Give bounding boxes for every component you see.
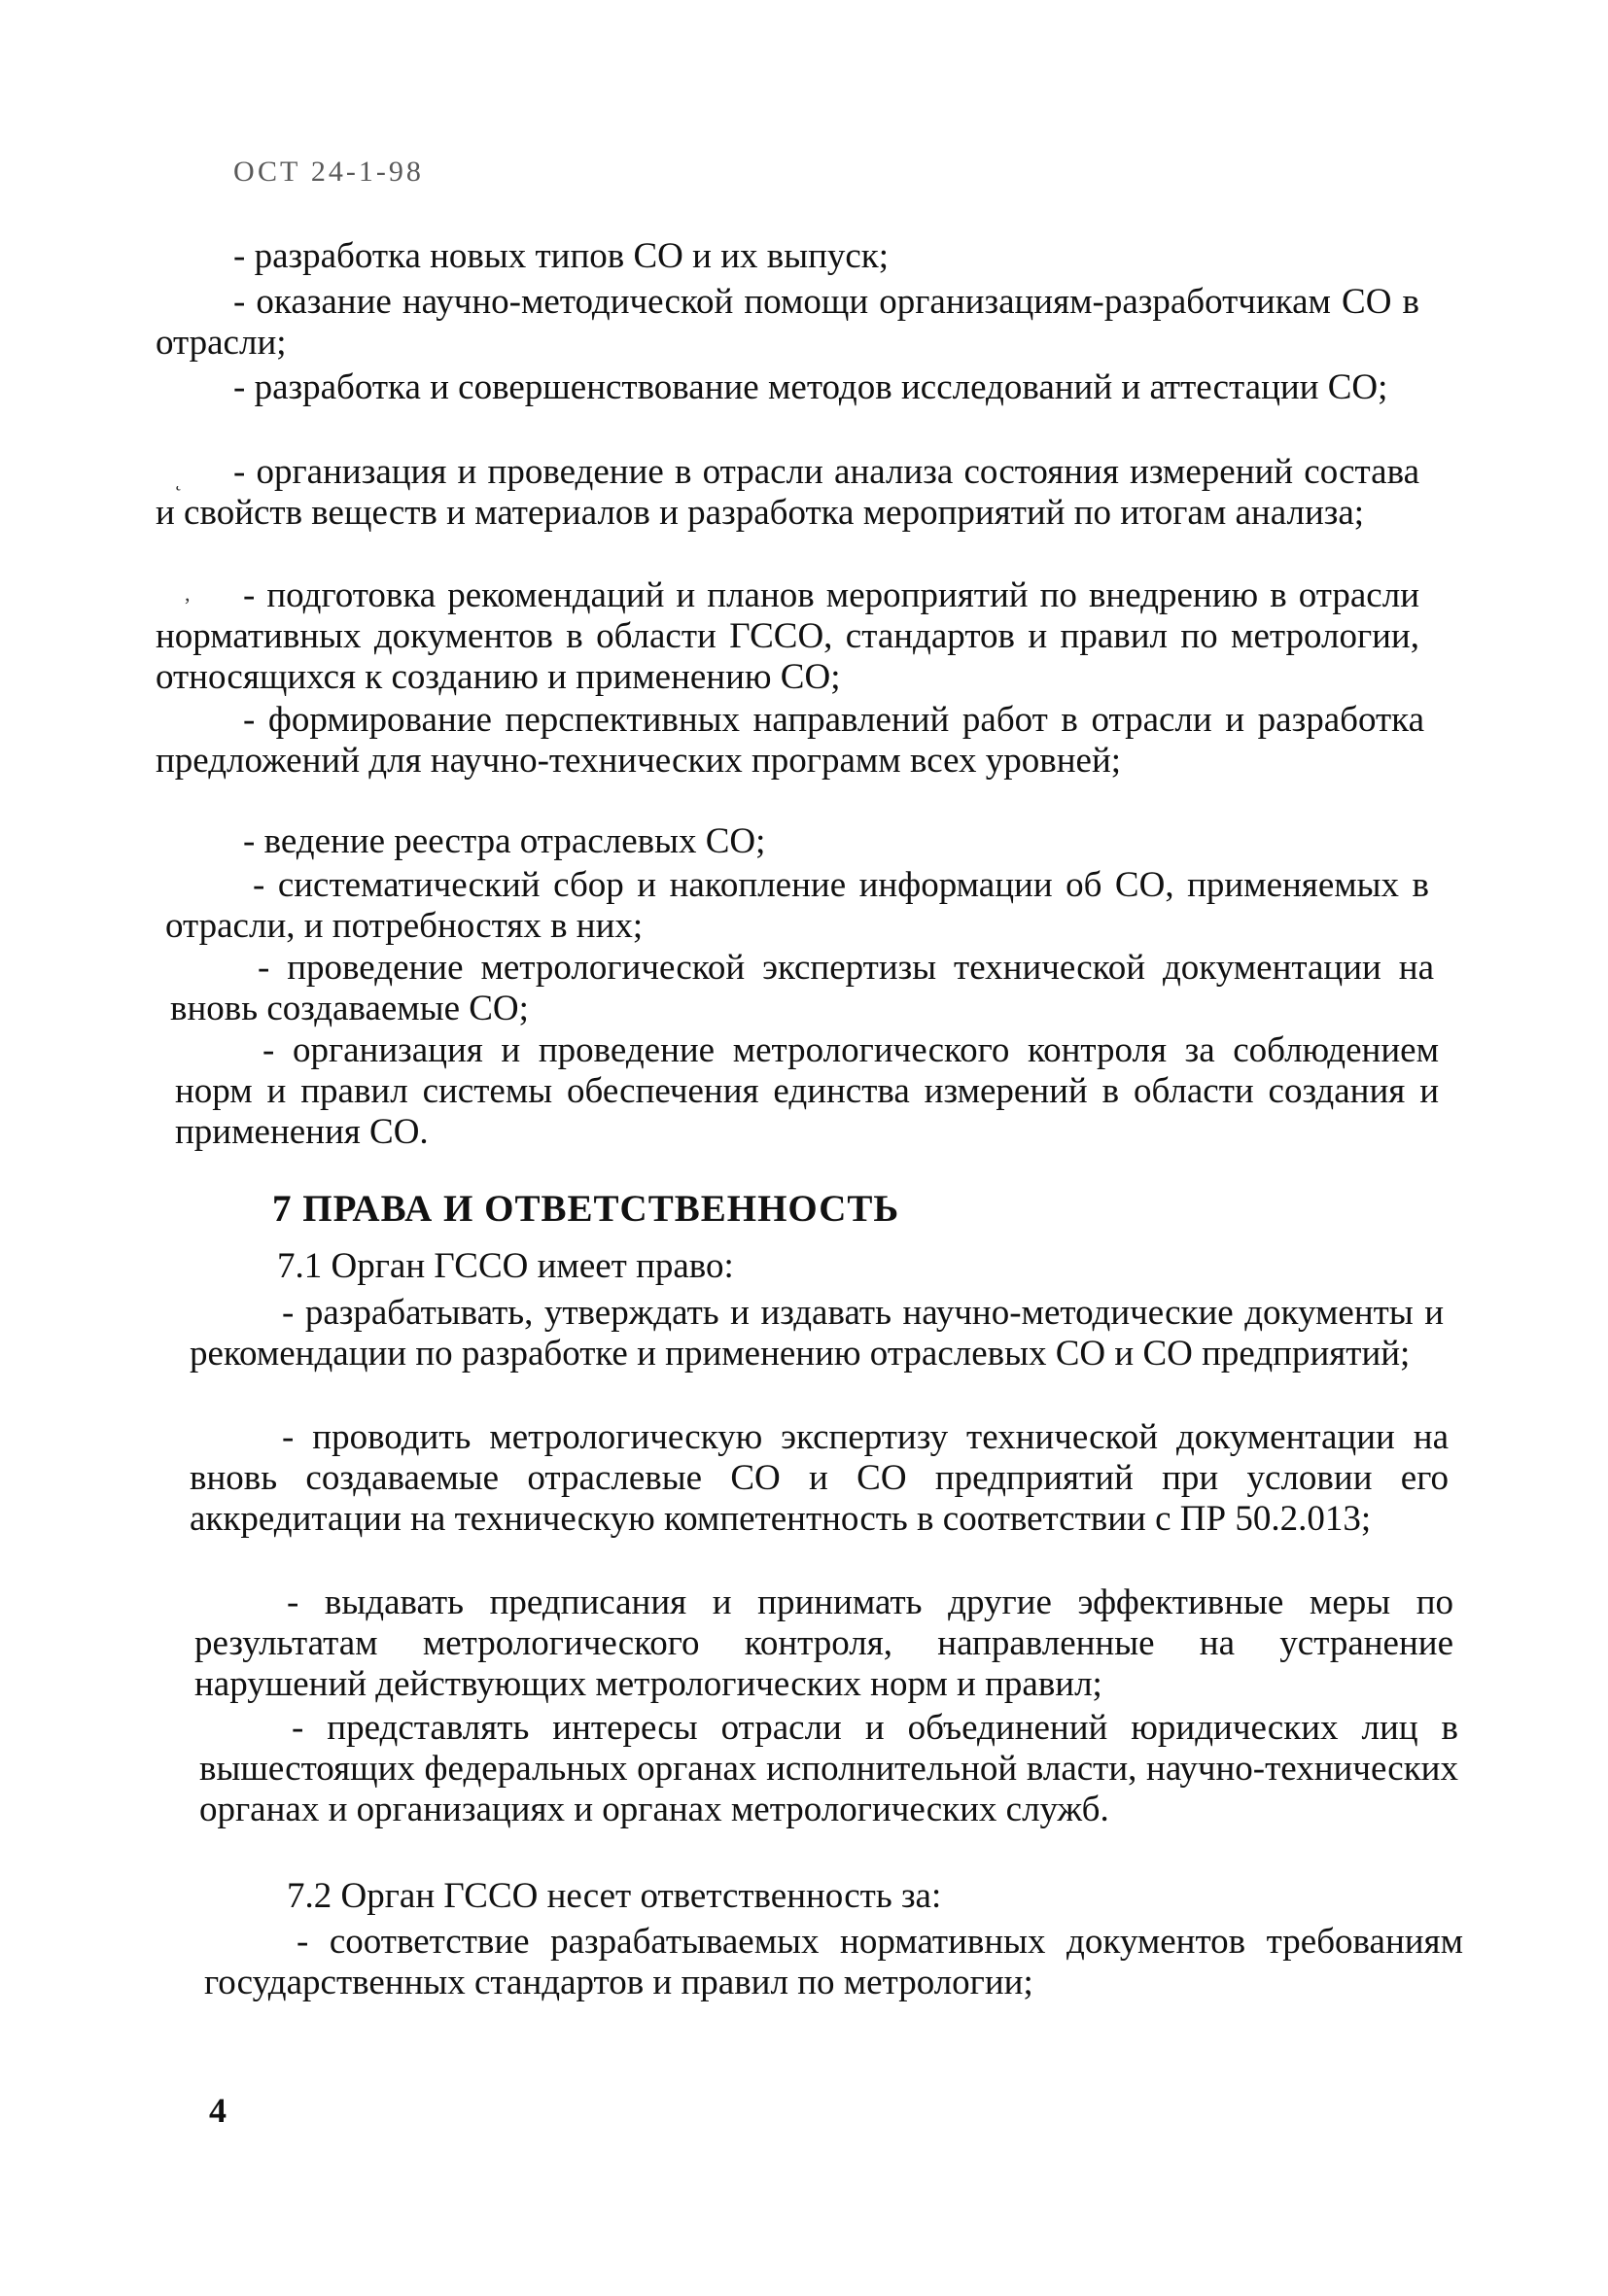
right-expertise: - проводить метрологическую экспертизу технической документации на вновь создаваемые отраслевые СО и СО предприятий при условии его аккредитации на техническую компетентность в соответствии с ПР 50.2.013; bbox=[190, 1417, 1449, 1539]
paragraph-perspective-directions: - формирование перспективных направлений работ в отрасли и разработка предложений для научно-технических программ всех уровней; bbox=[156, 700, 1424, 781]
paragraph-registry: - ведение реестра отраслевых СО; bbox=[243, 821, 766, 861]
paragraph-analysis: - организация и проведение в отрасли анализа состояния измерений состава и свойств веществ и материалов и разработка мероприятий по итогам анализа; bbox=[156, 452, 1419, 533]
clause-7-2: 7.2 Орган ГССО несет ответственность за: bbox=[287, 1876, 942, 1916]
responsibility-standards: - соответствие разрабатываемых нормативных документов требованиям государственных стандартов и правил по метрологии; bbox=[204, 1922, 1463, 2002]
scan-mark: ˛ bbox=[175, 467, 183, 491]
paragraph-expertise: - проведение метрологической экспертизы технической документации на вновь создаваемые СО; bbox=[170, 948, 1434, 1028]
paragraph-new-types: - разработка новых типов СО и их выпуск; bbox=[233, 236, 890, 276]
paragraph-methods-development: - разработка и совершенствование методов исследований и аттестации СО; bbox=[233, 367, 1388, 407]
paragraph-methodical-help: - оказание научно-методической помощи организациям-разработчикам СО в отрасли; bbox=[156, 282, 1419, 363]
paragraph-recommendations: - подготовка рекомендаций и планов мероприятий по внедрению в отрасли нормативных документов в области ГССО, стандартов и правил по метрологии, относящихся к созданию и применению СО; bbox=[156, 575, 1419, 697]
paragraph-control: - организация и проведение метрологического контроля за соблюдением норм и правил системы обеспечения единства измерений в области создания и применения СО. bbox=[175, 1030, 1439, 1152]
right-methodical-docs: - разрабатывать, утверждать и издавать научно-методические документы и рекомендации по разработке и применению отраслевых СО и СО предприятий; bbox=[190, 1293, 1444, 1374]
clause-7-1: 7.1 Орган ГССО имеет право: bbox=[277, 1246, 734, 1286]
scan-mark: , bbox=[185, 581, 191, 606]
right-representation: - представлять интересы отрасли и объединений юридических лиц в вышестоящих федеральных органах исполнительной власти, научно-технических органах и организациях и органах метрологических служб. bbox=[199, 1708, 1458, 1829]
paragraph-information-collection: - систематический сбор и накопление информации об СО, применяемых в отрасли, и потребностях в них; bbox=[165, 865, 1429, 946]
document-code: ОСТ 24-1-98 bbox=[233, 156, 424, 188]
section-heading: 7 ПРАВА И ОТВЕТСТВЕННОСТЬ bbox=[272, 1188, 900, 1230]
page-number: 4 bbox=[209, 2091, 227, 2130]
right-prescriptions: - выдавать предписания и принимать другие эффективные меры по результатам метрологического контроля, направленные на устранение нарушений действующих метрологических норм и правил; bbox=[194, 1583, 1453, 1704]
